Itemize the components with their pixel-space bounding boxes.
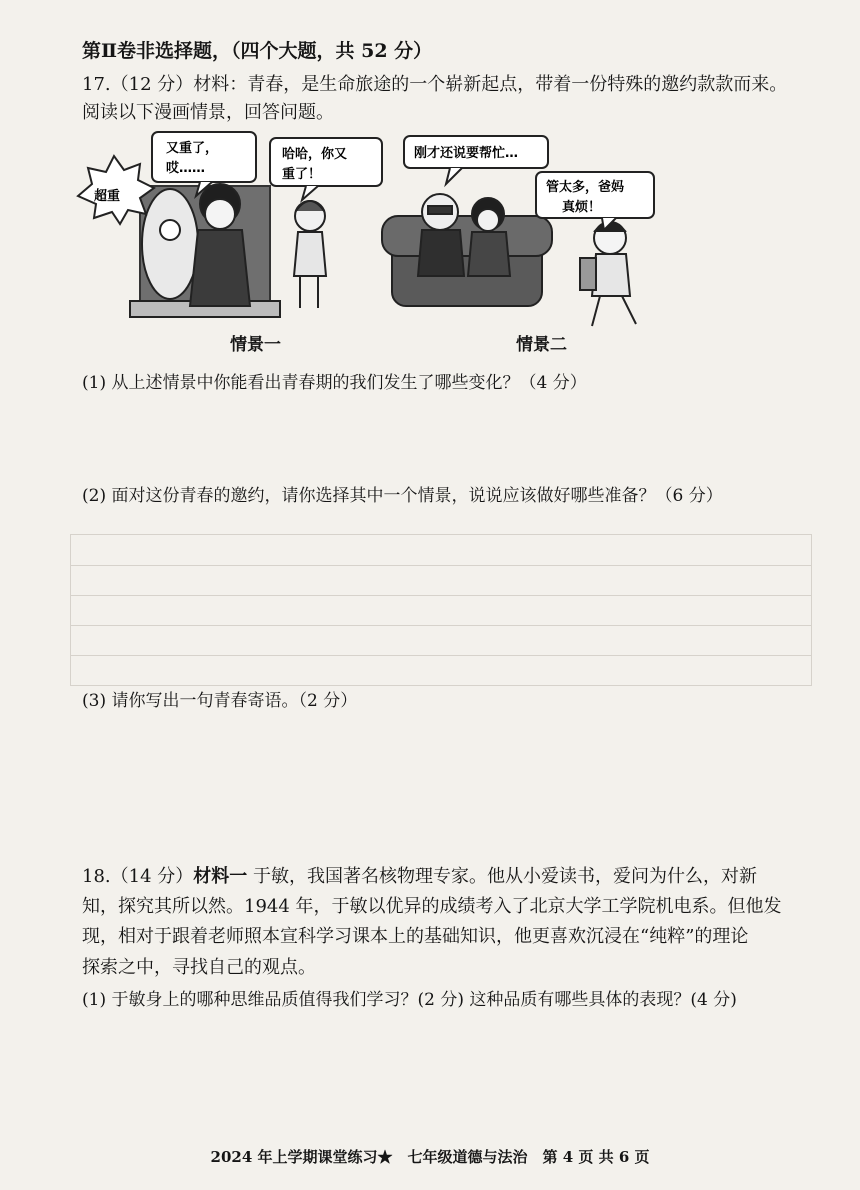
q18-material-line-2: 知，探究其所以然。1944 年，于敏以优异的成绩考入了北京大学工学院机电系。但他发 bbox=[82, 896, 782, 917]
bubble-1-line-2: 哎…… bbox=[166, 161, 206, 176]
section-title: 第Ⅱ卷非选择题，（四个大题，共 52 分） bbox=[82, 40, 433, 62]
scene-one-caption: 情景一 bbox=[230, 335, 281, 355]
q18-subquestion-1: (1) 于敏身上的哪种思维品质值得我们学习？(2 分) 这种品质有哪些具体的表现？(4 分) bbox=[82, 990, 737, 1010]
q18-material-line-1 bbox=[82, 862, 820, 892]
bubble-1-line-1: 又重了， bbox=[166, 141, 219, 156]
page-footer: 2024 年上学期课堂练习★ 七年级道德与法治 第 4 页 共 6 页 bbox=[210, 1148, 650, 1166]
bubble-3-text: 刚才还说要帮忙… bbox=[414, 146, 519, 161]
bubble-4-line-2: 真烦！ bbox=[562, 200, 602, 215]
q17-subquestion-1: (1) 从上述情景中你能看出青春期的我们发生了哪些变化？（4 分） bbox=[82, 373, 587, 393]
q18-material-line-3: 现，相对于跟着老师照本宣科学习课本上的基础知识，他更喜欢沉浸在“纯粹”的理论 bbox=[82, 926, 749, 947]
comic-drawing bbox=[70, 126, 690, 358]
q17-subquestion-2: (2) 面对这份青春的邀约，请你选择其中一个情景，说说应该做好哪些准备？（6 分） bbox=[82, 486, 723, 506]
bubble-4-line-1: 管太多，爸妈 bbox=[546, 180, 625, 195]
scene-two-caption: 情景二 bbox=[516, 335, 567, 355]
q18-number: 18.（14 分） bbox=[82, 866, 194, 887]
q18-line-1-text: 于敏，我国著名核物理专家。他从小爱读书，爱问为什么，对新 bbox=[247, 866, 757, 887]
bubble-2-line-1: 哈哈，你又 bbox=[282, 147, 348, 162]
scene-one-drawing bbox=[130, 184, 326, 317]
burst-text: 超重 bbox=[94, 189, 121, 204]
comic-illustration bbox=[70, 126, 690, 358]
bubble-2-line-2: 重了！ bbox=[282, 167, 322, 182]
bleed-through-table bbox=[70, 534, 812, 686]
q17-subquestion-3: (3) 请你写出一句青春寄语。（2 分） bbox=[82, 691, 358, 711]
q17-material-line-1: 17.（12 分）材料：青春，是生命旅途的一个崭新起点，带着一份特殊的邀约款款而来。 bbox=[82, 74, 788, 95]
q18-material-label: 材料一 bbox=[193, 866, 248, 887]
q17-material-line-2: 阅读以下漫画情景，回答问题。 bbox=[82, 102, 334, 123]
q18-material-line-4: 探索之中，寻找自己的观点。 bbox=[82, 957, 316, 978]
